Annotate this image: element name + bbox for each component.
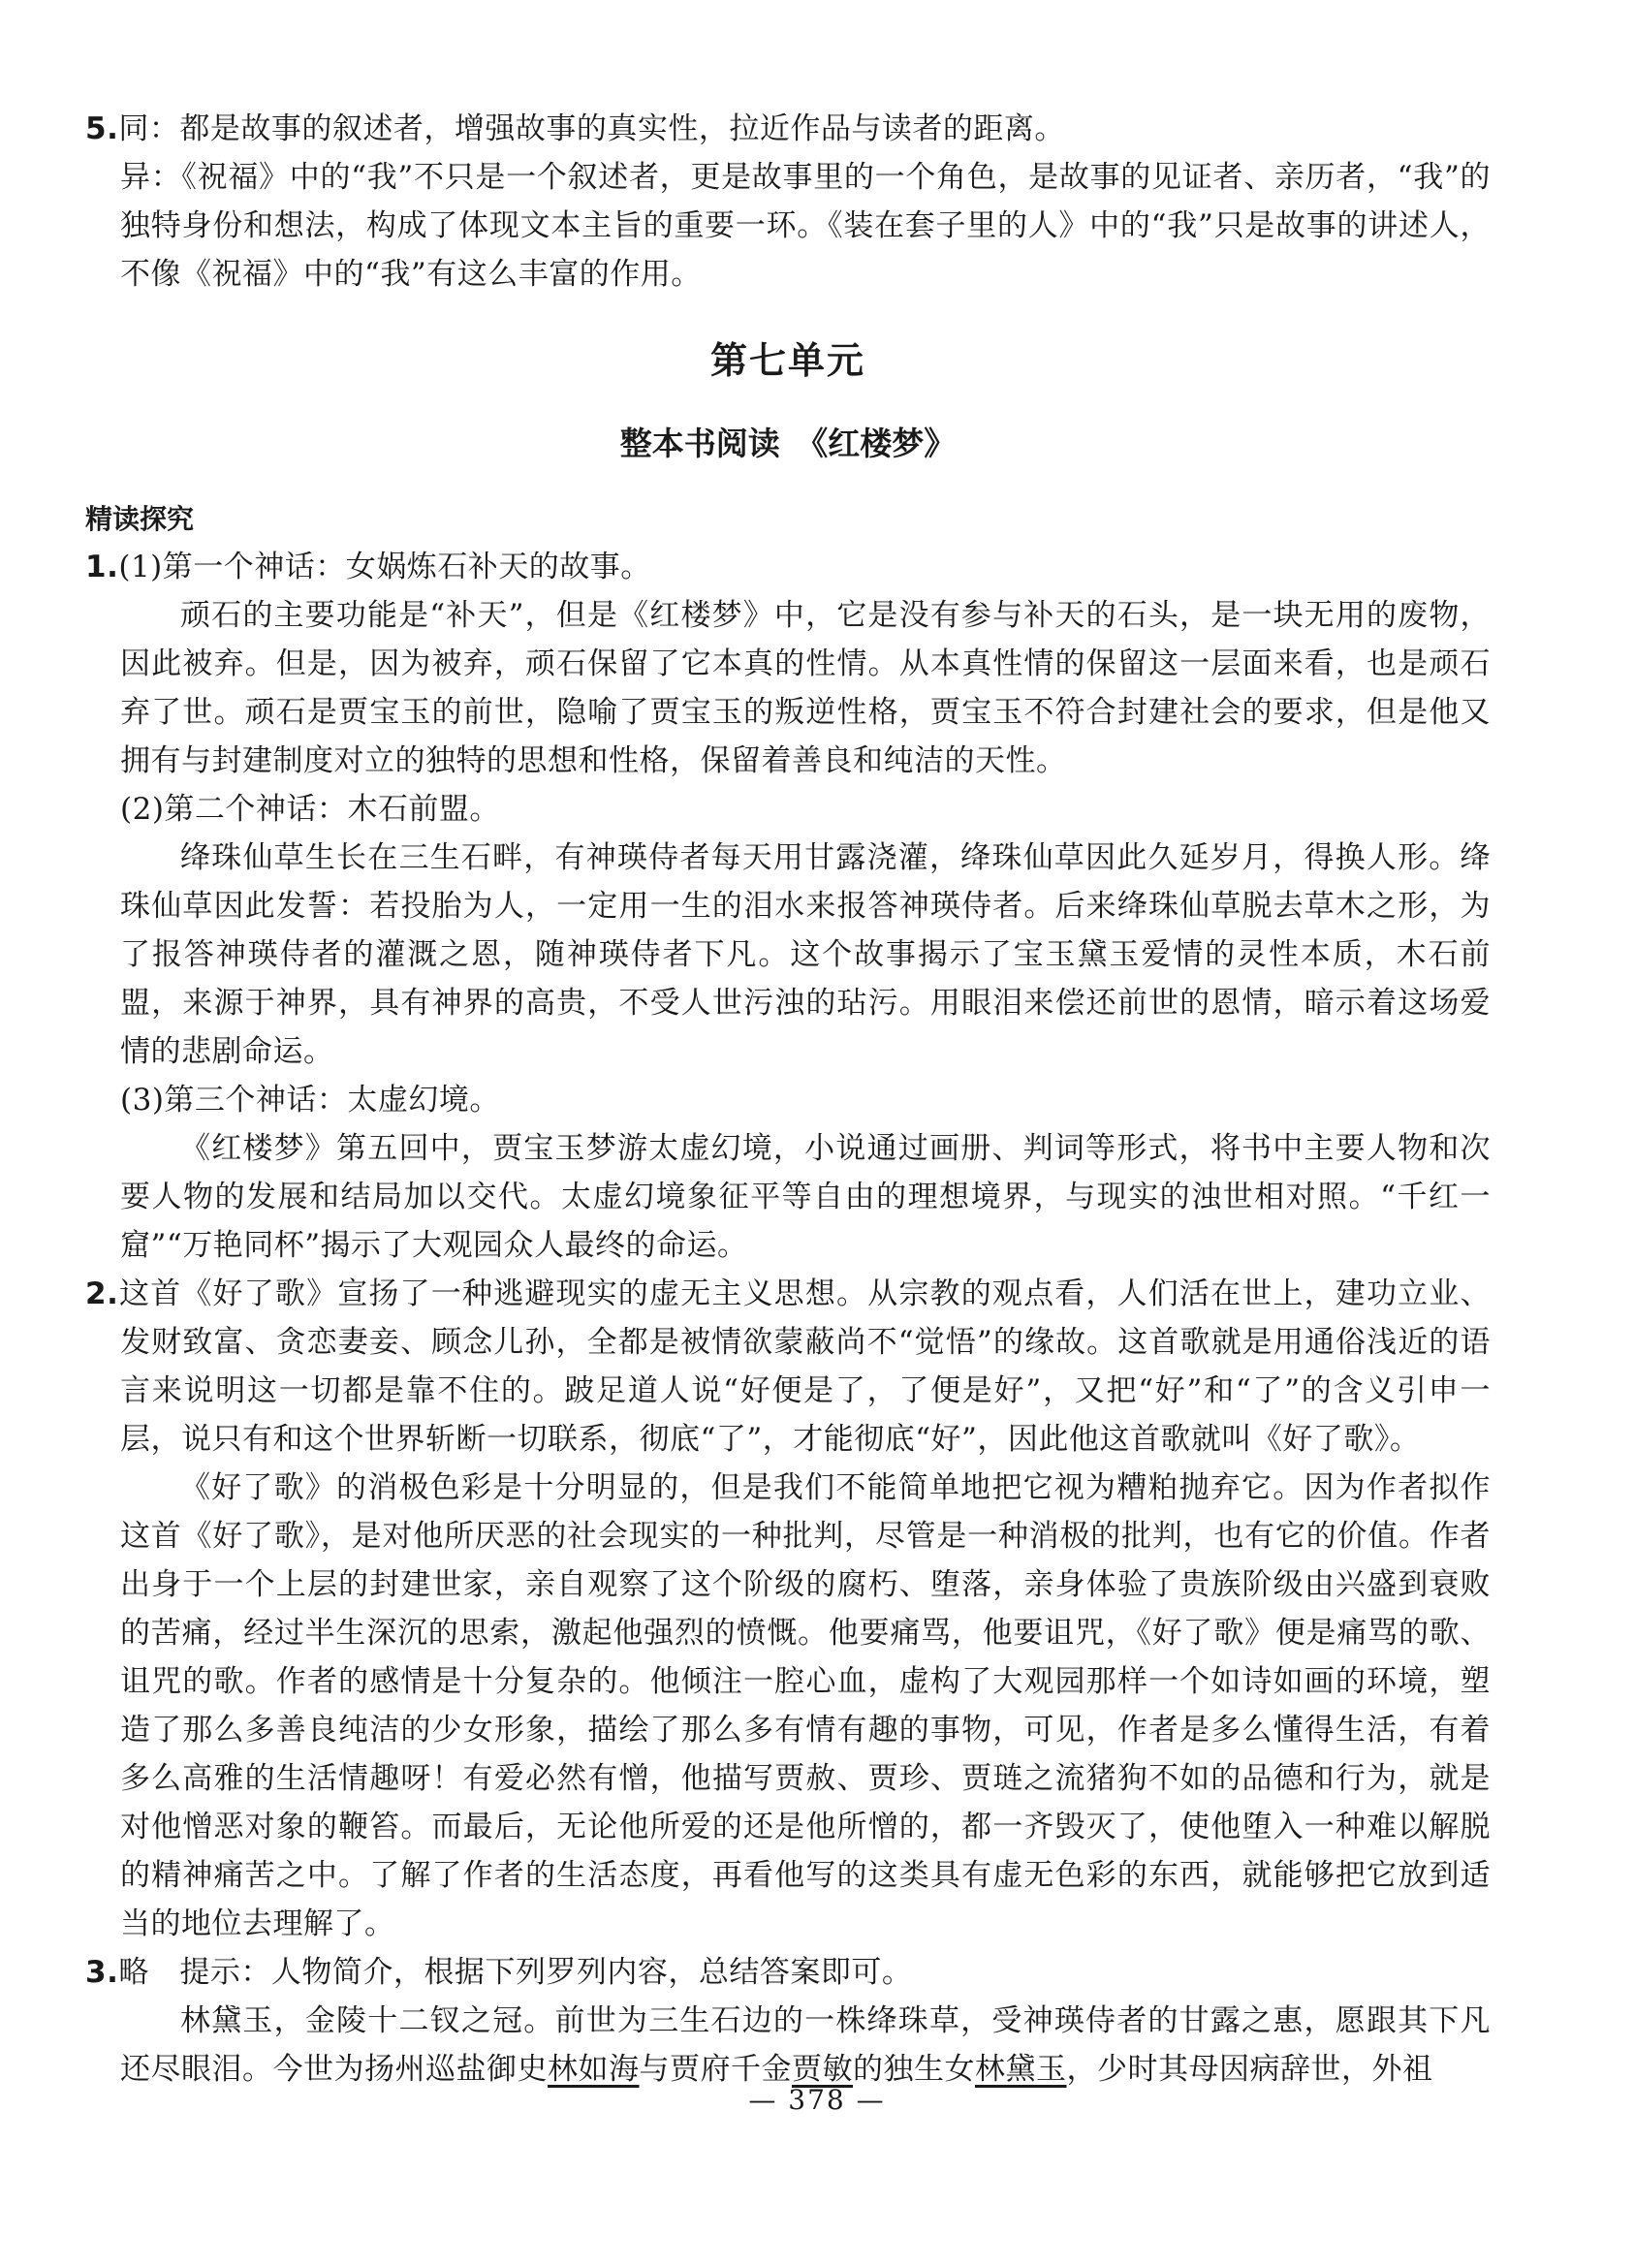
- answer-page: [85, 105, 1491, 2094]
- q3-body-end: ，少时其母因病辞世，外祖: [1066, 2052, 1433, 2087]
- q2-p2: 《好了歌》的消极色彩是十分明显的，但是我们不能简单地把它视为糟粕抛弃它。因为作者拟作这首《好了歌》，是对他所厌恶的社会现实的一种批判，尽管是一种消极的批判，也有它的价值。作者出身于一个上层的封建世家，亲自观察了这个阶级的腐朽、堕落，亲身体验了贵族阶级由兴盛到衰败的苦痛，经过半生深沉的思索，激起他强烈的愤慨。他要痛骂，他要诅咒，《好了歌》便是痛骂的歌、诅咒的歌。作者的感情是十分复杂的。他倾注一腔心血，虚构了大观园那样一个如诗如画的环境，塑造了那么多善良纯洁的少女形象，描绘了那么多有情有趣的事物，可见，作者是多么懂得生活，有着多么高雅的生活情趣呀！有爱必然有憎，他描写贾赦、贾珍、贾琏之流猪狗不如的品德和行为，就是对他憎恶对象的鞭笞。而最后，无论他所爱的还是他所憎的，都一齐毁灭了，使他堕入一种难以解脱的精神痛苦之中。了解了作者的生活态度，再看他写的这类具有虚无色彩的东西，就能够把它放到适当的地位去理解了。: [120, 1470, 1491, 1941]
- q3-number: 3.: [85, 1955, 119, 1990]
- q3-name-lin-daiyu: 林黛玉: [975, 2052, 1067, 2087]
- q2-p1-text: 这首《好了歌》宣扬了一种逃避现实的虚无主义思想。从宗教的观点看，人们活在世上，建功立业、发财致富、贪恋妻妾、顾念儿孙，全都是被情欲蒙蔽尚不“觉悟”的缘故。这首歌就是用通俗浅近的语言来说明这一切都是靠不住的。跛足道人说“好便是了，了便是好”，又把“好”和“了”的含义引申一层，说只有和这个世界斩断一切联系，彻底“了”，才能彻底“好”，因此他这首歌就叫《好了歌》。: [118, 1276, 1491, 1457]
- q3-head-text: 略 提示：人物简介，根据下列罗列内容，总结答案即可。: [118, 1955, 913, 1990]
- section-title: 整本书阅读 《红楼梦》: [619, 425, 957, 462]
- q1-p3-head: (3)第三个神话：太虚幻境。: [120, 1083, 500, 1118]
- section-label: 精读探究: [85, 503, 195, 535]
- q1-p1-head-text: (1)第一个神话：女娲炼石补天的故事。: [118, 550, 651, 584]
- q1-p1-body: 顽石的主要功能是“补天”，但是《红楼梦》中，它是没有参与补天的石头，是一块无用的废物，因此被弃。但是，因为被弃，顽石保留了它本真的性情。从本真性情的保留这一层面来看，也是顽石弃了世。顽石是贾宝玉的前世，隐喻了贾宝玉的叛逆性格，贾宝玉不符合封建社会的要求，但是他又拥有与封建制度对立的独特的思想和性格，保留着善良和纯洁的天性。: [120, 598, 1491, 778]
- q2-number: 2.: [85, 1276, 119, 1311]
- q5-same-text: 同：都是故事的叙述者，增强故事的真实性，拉近作品与读者的距离。: [118, 111, 1065, 146]
- q3-body-mid2: 的独生女: [853, 2052, 975, 2087]
- q1-p1-head: [85, 543, 1491, 591]
- q5-same: [85, 105, 1491, 153]
- q5-diff: 异：《祝福》中的“我”不只是一个叙述者，更是故事里的一个角色，是故事的见证者、亲历者，“我”的独特身份和想法，构成了体现文本主旨的重要一环。《装在套子里的人》中的“我”只是故事的讲述人，不像《祝福》中的“我”有这么丰富的作用。: [120, 160, 1491, 292]
- q3-body: [85, 1997, 1491, 2094]
- q3-body-mid1: 与贾府千金: [639, 2052, 792, 2087]
- q1-p3-body: 《红楼梦》第五回中，贾宝玉梦游太虚幻境，小说通过画册、判词等形式，将书中主要人物和次要人物的发展和结局加以交代。太虚幻境象征平等自由的理想境界，与现实的浊世相对照。“千红一窟”“万艳同杯”揭示了大观园众人最终的命运。: [120, 1131, 1491, 1263]
- q3-name-lin-ruhai: 林如海: [548, 2052, 640, 2087]
- q1-number: 1.: [85, 550, 119, 584]
- q2-p1: [85, 1270, 1491, 1464]
- q3-head: [85, 1948, 1491, 1997]
- q3-name-jia-min: 贾敏: [792, 2052, 853, 2087]
- page-number: — 378 —: [748, 2084, 886, 2116]
- q1-p2-body: 绛珠仙草生长在三生石畔，有神瑛侍者每天用甘露浇灌，绛珠仙草因此久延岁月，得换人形。绛珠仙草因此发誓：若投胎为人，一定用一生的泪水来报答神瑛侍者。后来绛珠仙草脱去草木之形，为了报答神瑛侍者的灌溉之恩，随神瑛侍者下凡。这个故事揭示了宝玉黛玉爱情的灵性本质，木石前盟，来源于神界，具有神界的高贵，不受人世污浊的玷污。用眼泪来偿还前世的恩情，暗示着这场爱情的悲剧命运。: [120, 840, 1491, 1069]
- q3-body-start: 林黛玉，金陵十二钗之冠。前世为三生石边的一株绛珠草，受神瑛侍者的甘露之惠，愿跟其下凡还尽眼泪。今世为扬州巡盐御史: [120, 2003, 1491, 2087]
- unit-title: 第七单元: [709, 339, 865, 382]
- q5-number: 5.: [85, 111, 119, 146]
- q1-p2-head: (2)第二个神话：木石前盟。: [120, 792, 500, 827]
